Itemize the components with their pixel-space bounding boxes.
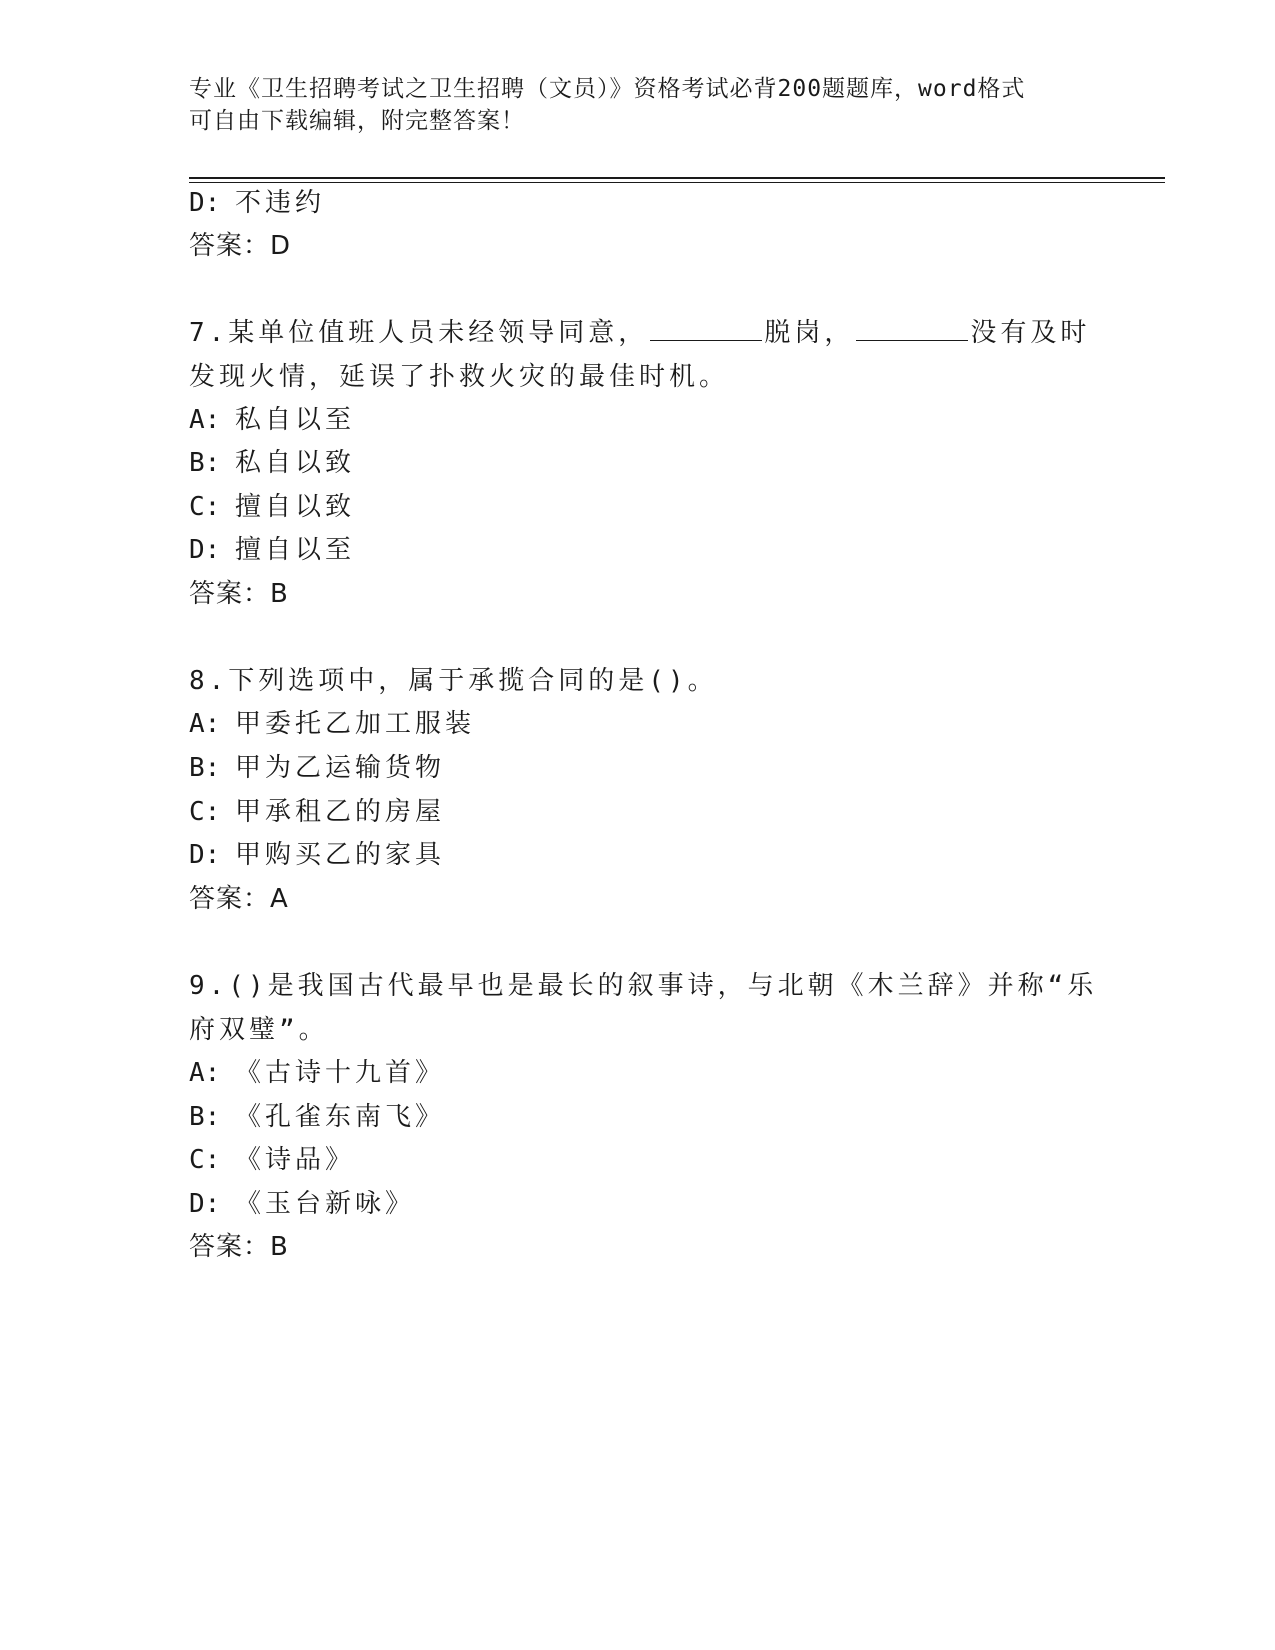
q9-option-b	[189, 1100, 445, 1134]
q8-option-b	[189, 751, 445, 785]
option-letter: C:	[189, 1145, 221, 1175]
option-text: 甲为乙运输货物	[235, 753, 446, 783]
q7-stem-line-2: 发现火情，延误了扑救火灾的最佳时机。	[189, 362, 730, 392]
prev-answer: 答案：D	[189, 231, 292, 261]
prev-option-d	[189, 186, 325, 220]
q7-stem-part-1: 7.某单位值班人员未经领导同意，	[189, 318, 649, 348]
option-text: 私自以至	[235, 405, 356, 435]
option-text: 《诗品》	[235, 1145, 356, 1175]
option-letter: C:	[189, 492, 221, 522]
option-letter: A:	[189, 1058, 221, 1088]
option-text: 甲购买乙的家具	[235, 840, 446, 870]
q9-stem-line-1: 9.()是我国古代最早也是最长的叙事诗，与北朝《木兰辞》并称“乐	[189, 971, 1098, 1001]
header-divider-thick	[189, 177, 1165, 179]
header-line-2: 可自由下载编辑，附完整答案！	[189, 108, 525, 134]
q7-stem-line-1	[189, 316, 1090, 350]
q9-stem-line-2: 府双璧”。	[189, 1015, 329, 1045]
q8-stem: 8.下列选项中，属于承揽合同的是()。	[189, 666, 718, 696]
option-letter: B:	[189, 753, 221, 783]
option-letter: D:	[189, 188, 221, 218]
q8-option-a	[189, 707, 475, 741]
fill-in-blank	[650, 318, 762, 341]
q7-option-a	[189, 403, 355, 437]
q7-option-d	[189, 533, 355, 567]
option-text: 擅自以至	[235, 535, 356, 565]
header-line-1: 专业《卫生招聘考试之卫生招聘（文员）》资格考试必背200题题库，word格式	[189, 76, 1026, 102]
q8-option-d	[189, 838, 445, 872]
option-text: 甲承租乙的房屋	[235, 797, 446, 827]
option-letter: D:	[189, 1189, 221, 1219]
option-letter: A:	[189, 709, 221, 739]
q7-answer: 答案：B	[189, 579, 289, 609]
option-letter: B:	[189, 1102, 221, 1132]
q7-stem-part-3: 没有及时	[970, 318, 1091, 348]
q9-answer: 答案：B	[189, 1232, 289, 1262]
option-text: 《古诗十九首》	[235, 1058, 446, 1088]
option-letter: B:	[189, 448, 221, 478]
option-letter: D:	[189, 535, 221, 565]
header-divider-thin	[189, 182, 1165, 183]
option-text: 《玉台新咏》	[235, 1189, 416, 1219]
option-letter: A:	[189, 405, 221, 435]
q9-option-c	[189, 1143, 355, 1177]
document-header	[189, 73, 1069, 137]
option-text: 私自以致	[235, 448, 356, 478]
option-text: 甲委托乙加工服装	[235, 709, 476, 739]
q9-option-d	[189, 1187, 415, 1221]
option-text: 《孔雀东南飞》	[235, 1102, 446, 1132]
q7-option-b	[189, 446, 355, 480]
option-letter: C:	[189, 797, 221, 827]
q7-stem-part-2: 脱岗，	[764, 318, 855, 348]
fill-in-blank	[856, 318, 968, 341]
option-text: 擅自以致	[235, 492, 356, 522]
q8-option-c	[189, 795, 445, 829]
q9-option-a	[189, 1056, 445, 1090]
q7-option-c	[189, 490, 355, 524]
option-text: 不违约	[235, 188, 326, 218]
option-letter: D:	[189, 840, 221, 870]
q8-answer: 答案：A	[189, 884, 289, 914]
